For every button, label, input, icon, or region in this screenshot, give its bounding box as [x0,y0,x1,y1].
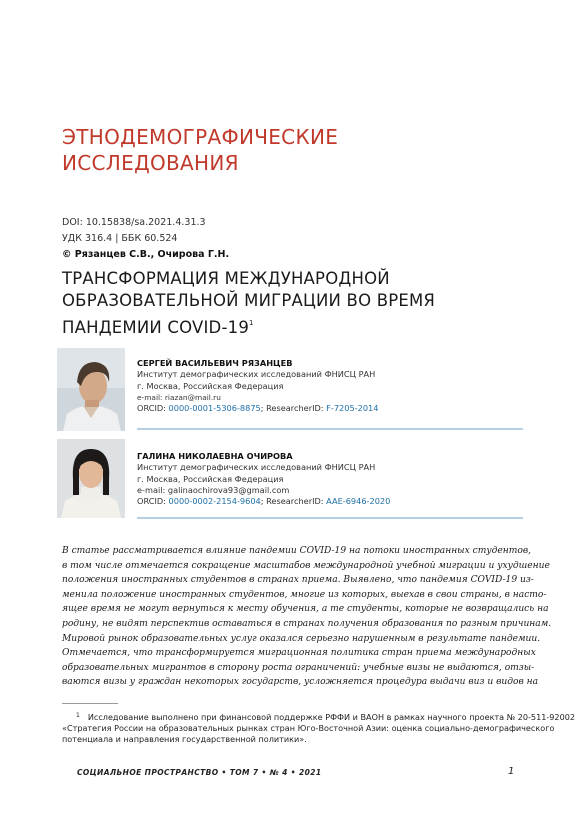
abstract-line: Отмечается, что трансформируется миграционная политика стран приема международных [62,648,536,659]
copyright: © Рязанцев С.В., Очирова Г.Н. [62,249,230,260]
author-ids: ORCID: 0000-0001-5306-8875; ResearcherID: F-7205-2014 [137,403,379,414]
author-name: СЕРГЕЙ ВАСИЛЬЕВИЧ РЯЗАНЦЕВ [137,358,293,368]
doi: DOI: 10.15838/sa.2021.4.31.3 [62,217,206,228]
abstract-line: Мировой рынок образовательных услуг оказался серьезно нарушенным в результате пандемии. [62,633,541,644]
title-line: ПАНДЕМИИ COVID-$19^1$ [62,318,254,337]
author-city: г. Москва, Российская Федерация [137,380,284,391]
researcherid-link[interactable]: AAE-6946-2020 [326,496,391,507]
abstract-line: положения иностранных студентов в странах приема. Выявлено, что пандемия COVID-19 из- [62,575,534,586]
section-heading [62,124,338,176]
footnote-line: «Стратегия России на образовательных рынках стран Юго-Восточной Азии: оценка социально-демографического [62,723,555,733]
author-email[interactable]: e-mail: riazan@mail.ru [137,392,221,402]
author-block-ochirova [137,451,390,507]
title-footnote-mark: 1 [249,319,254,327]
abstract-line: ваются визы у граждан некоторых государств, усложняется процедура выдачи виз и видов на [62,677,539,688]
abstract-line: ящее время не могут вернуться к месту обучения, а те студенты, которые не возвращались на [62,604,549,615]
author-photo-ryazantsev [57,348,125,431]
footnote [62,710,576,745]
abstract-line: в том числе отмечается сокращение масштабов международной учебной миграции и ухудшение [62,560,550,571]
orcid-link[interactable]: 0000-0001-5306-8875 [168,403,261,414]
udk-bbk: УДК 316.4 | ББК 60.524 [62,233,178,244]
footnote-line: потенциала и направления государственной политики». [62,734,307,744]
abstract [62,544,552,690]
section-heading-line: ЭТНОДЕМОГРАФИЧЕСКИЕ [62,125,339,149]
footnote-mark: 1 [76,712,80,719]
orcid-link[interactable]: 0000-0002-2154-9604 [168,496,261,507]
author-divider [137,428,523,430]
abstract-line: родину, не видят перспектив оставаться в странах получения образования по разным причинам. [62,618,552,629]
author-photo-ochirova [57,439,125,518]
abstract-line: менила положение иностранных студентов, многие из которых, выехав в свои страны, в насто- [62,589,547,600]
author-city: г. Москва, Российская Федерация [137,473,284,484]
page-number: 1 [508,766,515,777]
author-institute: Институт демографических исследований ФНИСЦ РАН [137,462,376,473]
author-email[interactable]: e-mail: galinaochirova93@gmail.com [137,484,290,495]
footnote-line: $^1$ Исследование выполнено при финансовой поддержке РФФИ и ВАОН в рамках научного проекта № 20-511-92002 [76,712,576,722]
author-divider [137,517,523,519]
researcherid-link[interactable]: F-7205-2014 [326,403,379,414]
article-title [62,268,435,339]
author-ids: ORCID: 0000-0002-2154-9604; ResearcherID: AAE-6946-2020 [137,496,391,507]
title-line: ОБРАЗОВАТЕЛЬНОЙ МИГРАЦИИ ВО ВРЕМЯ [62,291,436,310]
abstract-line: образовательных мигрантов в сторону роста ограничений: учебные визы не выдаются, отзы- [62,662,535,673]
section-heading-line: ИССЛЕДОВАНИЯ [62,151,239,175]
journal-running-footer: СОЦИАЛЬНОЕ ПРОСТРАНСТВО • ТОМ 7 • № 4 • 2021 [77,768,322,777]
author-block-ryazantsev [137,358,378,414]
abstract-line: В статье рассматривается влияние пандемии COVID-19 на потоки иностранных студентов, [62,546,532,556]
title-line: ТРАНСФОРМАЦИЯ МЕЖДУНАРОДНОЙ [62,269,390,288]
author-name: ГАЛИНА НИКОЛАЕВНА ОЧИРОВА [137,451,293,461]
footnote-divider [62,703,118,704]
author-institute: Институт демографических исследований ФНИСЦ РАН [137,369,376,380]
